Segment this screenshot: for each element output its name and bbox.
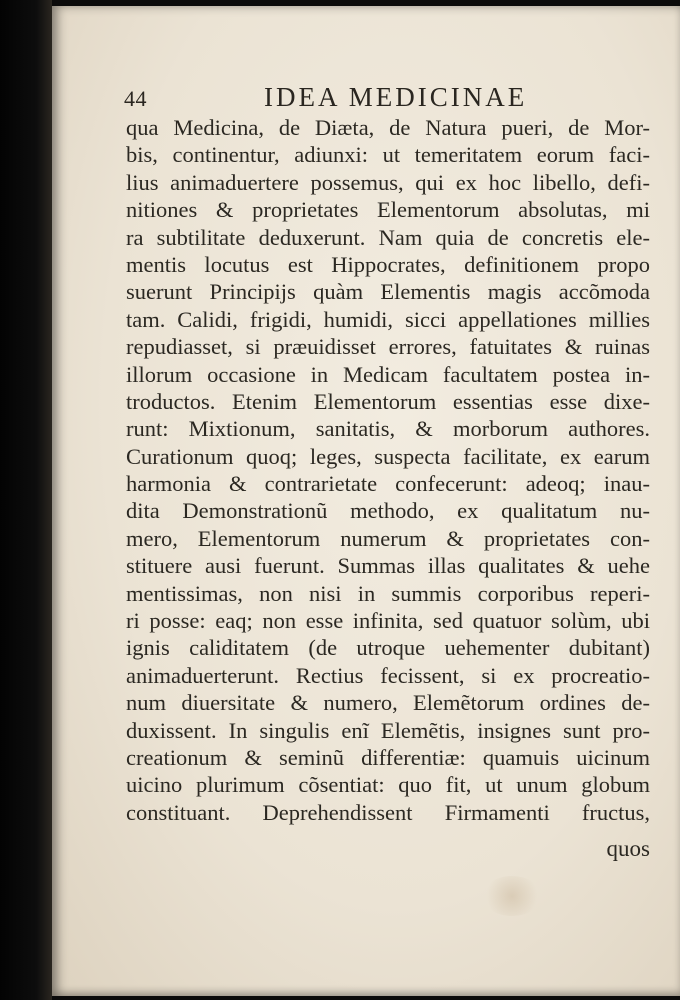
book-binding-edge xyxy=(0,0,52,1000)
text-line: stituere ausi fuerunt. Summas illas qualitates & uehe xyxy=(126,553,650,579)
text-line: animaduerterunt. Rectius fecissent, si ex procreatio- xyxy=(126,662,650,688)
text-line: ra subtilitate deduxerunt. Nam quia de concretis ele- xyxy=(126,224,650,250)
text-line: repudiasset, si præuidisset errores, fatuitates & ruinas xyxy=(126,334,650,360)
running-title: IDEA MEDICINAE xyxy=(264,82,528,112)
text-line: num diuersitate & numero, Elemẽtorum ordines de- xyxy=(126,690,650,716)
text-line: lius animaduertere possemus, qui ex hoc libello, defi- xyxy=(126,169,650,195)
text-line: uicino plurimum cõsentiat: quo fit, ut unum globum xyxy=(126,772,650,798)
text-line: mero, Elementorum numerum & proprietates con- xyxy=(126,525,650,551)
text-line: constituant. Deprehendissent Firmamenti fructus, xyxy=(126,799,650,825)
text-line: qua Medicina, de Diæta, de Natura pueri, de Mor- xyxy=(126,115,650,140)
text-line: troductos. Etenim Elementorum essentias esse dixe- xyxy=(126,388,650,414)
text-line: Curationum quoq; leges, suspecta facilitate, ex earum xyxy=(126,443,650,469)
text-line: creationum & seminũ differentiæ: quamuis uicinum xyxy=(126,744,650,770)
book-page xyxy=(52,6,680,996)
text-line: ri posse: eaq; non esse infinita, sed quatuor solùm, ubi xyxy=(126,608,650,634)
catchword: quos xyxy=(606,836,650,861)
paper-stain xyxy=(482,876,542,916)
text-line: bis, continentur, adiunxi: ut temeritatem eorum faci- xyxy=(126,142,650,168)
text-line: mentissimas, non nisi in summis corporibus reperi- xyxy=(126,580,650,606)
text-line: tam. Calidi, frigidi, humidi, sicci appellationes millies xyxy=(126,306,650,332)
text-line: harmonia & contrarietate confecerunt: adeoq; inau- xyxy=(126,471,650,497)
page-header xyxy=(52,82,680,114)
catchword-row xyxy=(126,836,650,862)
text-line: ignis caliditatem (de utroque uehementer dubitant) xyxy=(126,635,650,661)
page-number: 44 xyxy=(124,86,147,111)
body-text xyxy=(126,114,650,826)
text-line: suerunt Principijs quàm Elementis magis accõmoda xyxy=(126,279,650,305)
text-line: dita Demonstrationũ methodo, ex qualitatum nu- xyxy=(126,498,650,524)
text-line: mentis locutus est Hippocrates, definitionem propo xyxy=(126,251,650,277)
text-line: duxissent. In singulis enĩ Elemẽtis, insignes sunt pro- xyxy=(126,717,650,743)
text-line: illorum occasione in Medicam facultatem postea in- xyxy=(126,361,650,387)
text-line: runt: Mixtionum, sanitatis, & morborum authores. xyxy=(126,416,650,442)
text-line: nitiones & proprietates Elementorum absolutas, mi xyxy=(126,197,650,223)
